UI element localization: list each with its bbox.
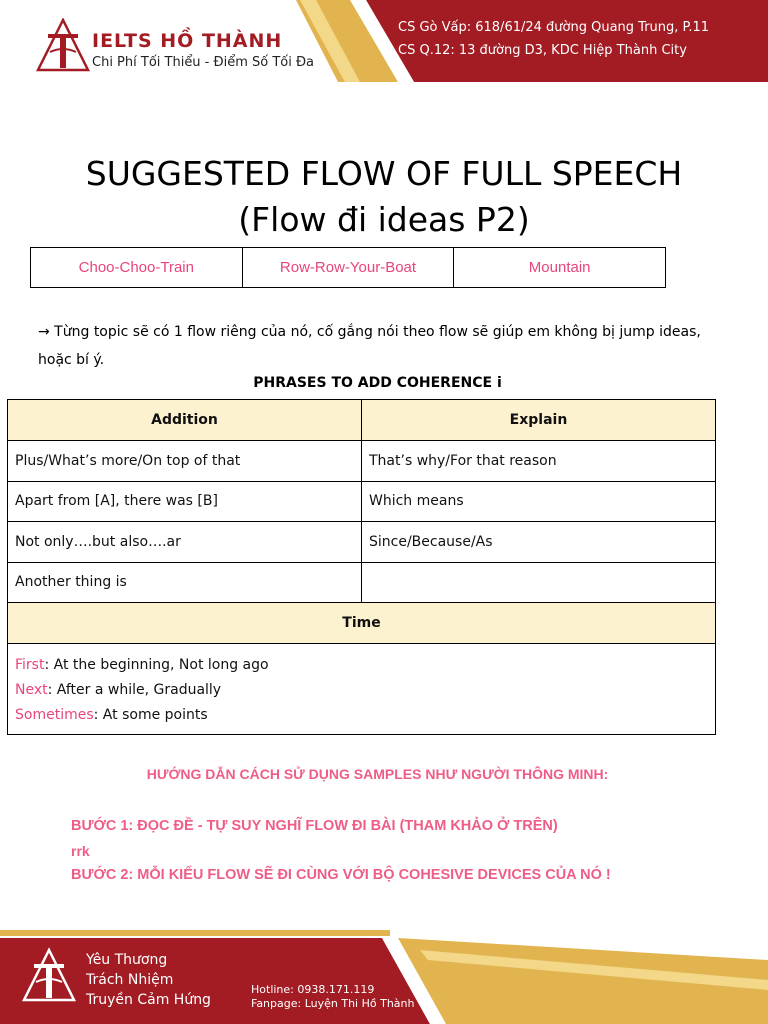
time-row xyxy=(8,644,716,735)
time-key: Sometimes xyxy=(15,706,94,723)
address-q12: CS Q.12: 13 đường D3, KDC Hiệp Thành City xyxy=(398,43,687,58)
logo-icon xyxy=(34,18,92,72)
addition-cell: Another thing is xyxy=(8,562,362,603)
table-row xyxy=(8,441,716,482)
addition-cell: Plus/What’s more/On top of that xyxy=(8,441,362,482)
flow-table xyxy=(30,247,666,288)
page-footer xyxy=(0,930,768,1024)
time-item-first xyxy=(15,653,708,678)
coherence-table xyxy=(7,399,716,735)
header-explain: Explain xyxy=(362,400,716,441)
page-title: SUGGESTED FLOW OF FULL SPEECH xyxy=(85,154,683,193)
phrases-heading: PHRASES TO ADD COHERENCE i xyxy=(253,375,502,391)
flow-note: → Từng topic sẽ có 1 flow riêng của nó, cố gắng nói theo flow sẽ giúp em không bị jump ideas, hoặc bí ý. xyxy=(38,324,701,368)
flow-choo-choo-train: Choo-Choo-Train xyxy=(31,248,243,288)
time-item-next xyxy=(15,678,708,703)
header-time: Time xyxy=(8,603,716,644)
table-row xyxy=(8,562,716,603)
explain-cell: Since/Because/As xyxy=(362,522,716,563)
flow-row-your-boat: Row-Row-Your-Boat xyxy=(242,248,454,288)
value-responsibility: Trách Nhiệm xyxy=(86,972,174,988)
guide-note: rrk xyxy=(71,843,90,859)
explain-cell: Which means xyxy=(362,481,716,522)
explain-cell: That’s why/For that reason xyxy=(362,441,716,482)
fanpage: Fanpage: Luyện Thi Hồ Thành xyxy=(251,997,415,1010)
time-value: : After a while, Gradually xyxy=(47,681,222,698)
flow-mountain: Mountain xyxy=(454,248,666,288)
page-subtitle: (Flow đi ideas P2) xyxy=(238,200,530,239)
time-value: : At some points xyxy=(93,706,208,723)
time-key: Next xyxy=(15,681,48,698)
explain-cell xyxy=(362,562,716,603)
time-key: First xyxy=(15,656,45,673)
page-header xyxy=(0,0,768,82)
guide-step-1: BƯỚC 1: ĐỌC ĐỀ - TỰ SUY NGHĨ FLOW ĐI BÀI (THAM KHẢO Ở TRÊN) xyxy=(71,818,558,834)
header-addition: Addition xyxy=(8,400,362,441)
hotline: Hotline: 0938.171.119 xyxy=(251,983,375,996)
time-item-sometimes xyxy=(15,703,708,728)
footer-logo-icon xyxy=(20,946,78,1004)
address-go-vap: CS Gò Vấp: 618/61/24 đường Quang Trung, P.11 xyxy=(398,20,710,35)
time-value: : At the beginning, Not long ago xyxy=(44,656,269,673)
time-cell xyxy=(8,644,716,735)
addition-cell: Not only….but also….ar xyxy=(8,522,362,563)
table-row xyxy=(8,522,716,563)
table-row xyxy=(8,481,716,522)
addition-cell: Apart from [A], there was [B] xyxy=(8,481,362,522)
guide-heading: HƯỚNG DẪN CÁCH SỬ DỤNG SAMPLES NHƯ NGƯỜI THÔNG MINH: xyxy=(146,766,609,782)
guide-step-2: BƯỚC 2: MỖI KIỂU FLOW SẼ ĐI CÙNG VỚI BỘ COHESIVE DEVICES CỦA NÓ ! xyxy=(71,867,611,883)
brand-name: IELTS HỒ THÀNH xyxy=(92,30,283,52)
value-inspiration: Truyền Cảm Hứng xyxy=(86,992,211,1008)
value-love: Yêu Thương xyxy=(86,952,168,968)
brand-slogan: Chi Phí Tối Thiểu - Điểm Số Tối Đa xyxy=(92,55,315,70)
